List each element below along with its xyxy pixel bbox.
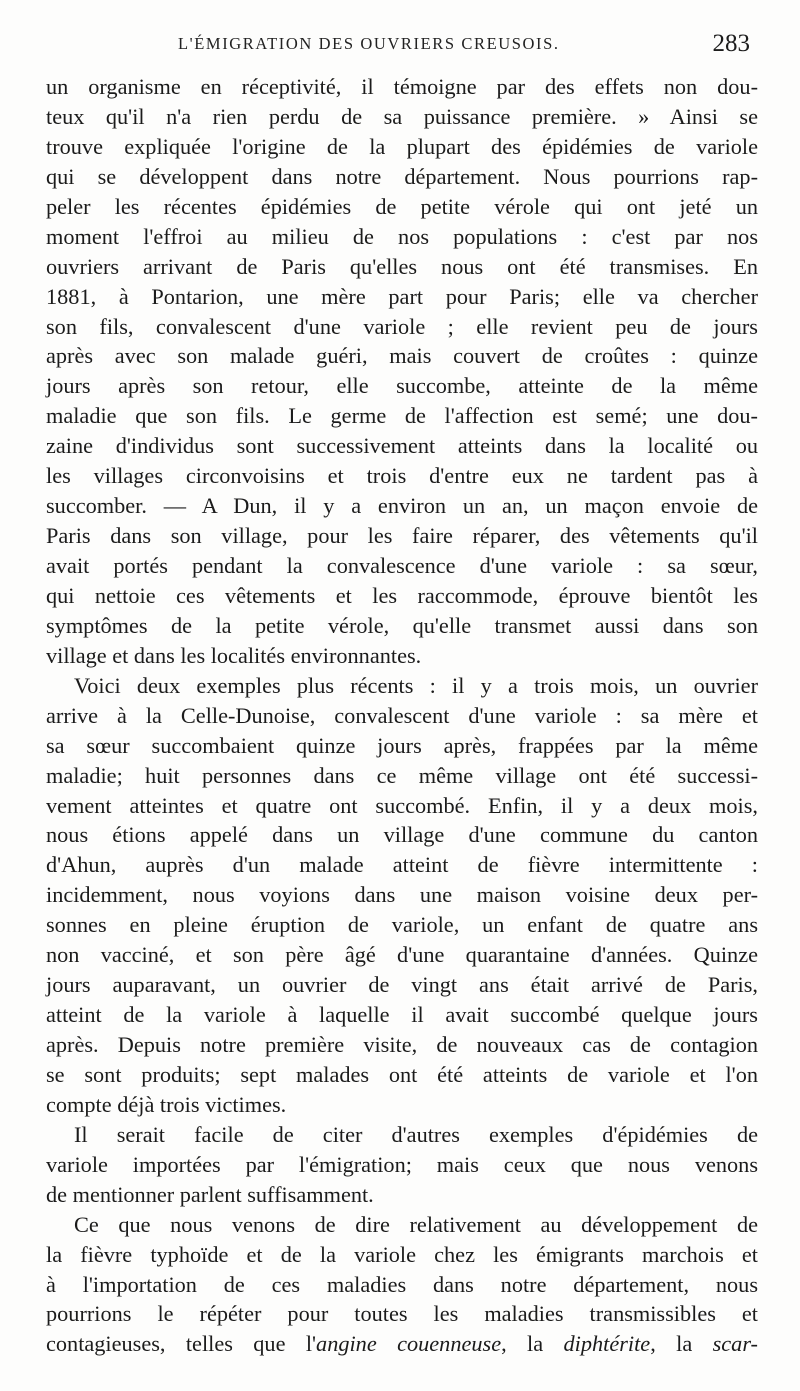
text-line: pourrions le répéter pour toutes les maladies transmissibles et	[46, 1301, 758, 1327]
text-line: après avec son malade guéri, mais couvert de croûtes : quinze	[46, 343, 758, 369]
text-line: Paris dans son village, pour les faire réparer, des vêtements qu'il	[46, 523, 758, 549]
text-line: d'Ahun, auprès d'un malade atteint de fièvre intermittente :	[46, 852, 758, 878]
italic-term-angine: angine couenneuse	[316, 1331, 502, 1357]
paragraph-start-line: Il serait facile de citer d'autres exemples d'épidémies de	[74, 1121, 758, 1147]
text-line: maladie que son fils. Le germe de l'affection est semé; une dou-	[46, 403, 758, 429]
text-line: qui se développent dans notre département. Nous pourrions rap-	[46, 163, 758, 189]
paragraph-end-line: de mentionner parlent suffisamment.	[46, 1181, 374, 1207]
text-line: après. Depuis notre première visite, de nouveaux cas de contagion	[46, 1032, 758, 1057]
italic-term-scarlatine: scar-	[712, 1331, 758, 1357]
paragraph-start-line: Voici deux exemples plus récents : il y a trois mois, un ouvrier	[74, 672, 758, 698]
page-number: 283	[712, 30, 750, 57]
text-line: ouvriers arrivant de Paris qu'elles nous ont été transmises. En	[46, 253, 758, 279]
italic-term-diphterite: diphtérite	[563, 1331, 651, 1357]
text-line: son fils, convalescent d'une variole ; elle revient peu de jours	[46, 313, 758, 339]
text-line: se sont produits; sept malades ont été atteints de variole et l'on	[46, 1061, 758, 1087]
text-line: symptômes de la petite vérole, qu'elle transmet aussi dans son	[46, 612, 758, 638]
text-line: non vacciné, et son père âgé d'une quarantaine d'années. Quinze	[46, 942, 758, 968]
text-line: trouve expliquée l'origine de la plupart des épidémies de variole	[46, 133, 758, 159]
text-line: succomber. — A Dun, il y a environ un an, un maçon envoie de	[46, 493, 758, 519]
text-line: peler les récentes épidémies de petite vérole qui ont jeté un	[46, 193, 758, 219]
text-line: sa sœur succombaient quinze jours après, frappées par la même	[46, 732, 758, 758]
text-line: teux qu'il n'a rien perdu de sa puissance première. » Ainsi se	[46, 103, 758, 129]
final-text-line	[46, 1329, 758, 1359]
text-line: atteint de la variole à laquelle il avait succombé quelque jours	[46, 1002, 758, 1028]
text-line: sonnes en pleine éruption de variole, un enfant de quatre ans	[46, 912, 758, 938]
text-line: les villages circonvoisins et trois d'entre eux ne tardent pas à	[46, 463, 758, 489]
text-line: jours auparavant, un ouvrier de vingt ans était arrivé de Paris,	[46, 972, 758, 998]
text-line: la fièvre typhoïde et de la variole chez les émigrants marchois et	[46, 1241, 758, 1267]
paragraph-end-line: village et dans les localités environnantes.	[46, 642, 422, 668]
text-line: avait portés pendant la convalescence d'une variole : sa sœur,	[46, 553, 758, 578]
text-line: vement atteintes et quatre ont succombé. Enfin, il y a deux mois,	[46, 792, 758, 818]
text-line: arrive à la Celle-Dunoise, convalescent d'une variole : sa mère et	[46, 702, 758, 728]
body-text	[46, 72, 758, 1359]
text-line: un organisme en réceptivité, il témoigne par des effets non dou-	[46, 74, 758, 99]
text-line: 1881, à Pontarion, une mère part pour Paris; elle va chercher	[46, 283, 758, 309]
text-line: maladie; huit personnes dans ce même village ont été successi-	[46, 762, 758, 788]
final-line-part: , la	[650, 1331, 713, 1357]
text-line: zaine d'individus sont successivement atteints dans la localité ou	[46, 433, 758, 459]
text-line: jours après son retour, elle succombe, atteinte de la même	[46, 373, 758, 399]
text-line: moment l'effroi au milieu de nos populations : c'est par nos	[46, 223, 758, 249]
paragraph-start-line: Ce que nous venons de dire relativement au développement de	[74, 1211, 758, 1237]
running-title: L'ÉMIGRATION DES OUVRIERS CREUSOIS.	[178, 34, 560, 53]
text-line: à l'importation de ces maladies dans notre département, nous	[46, 1271, 758, 1297]
page-header	[48, 30, 754, 66]
paragraph-end-line: compte déjà trois victimes.	[46, 1091, 287, 1117]
text-line: incidemment, nous voyions dans une maison voisine deux per-	[46, 882, 758, 908]
final-line-part: contagieuses, telles que l'	[46, 1331, 317, 1357]
text-line: nous étions appelé dans un village d'une commune du canton	[46, 822, 758, 848]
text-line: variole importées par l'émigration; mais ceux que nous venons	[46, 1151, 758, 1177]
final-line-part: , la	[501, 1331, 564, 1357]
text-line: qui nettoie ces vêtements et les raccommode, éprouve bientôt les	[46, 582, 758, 608]
